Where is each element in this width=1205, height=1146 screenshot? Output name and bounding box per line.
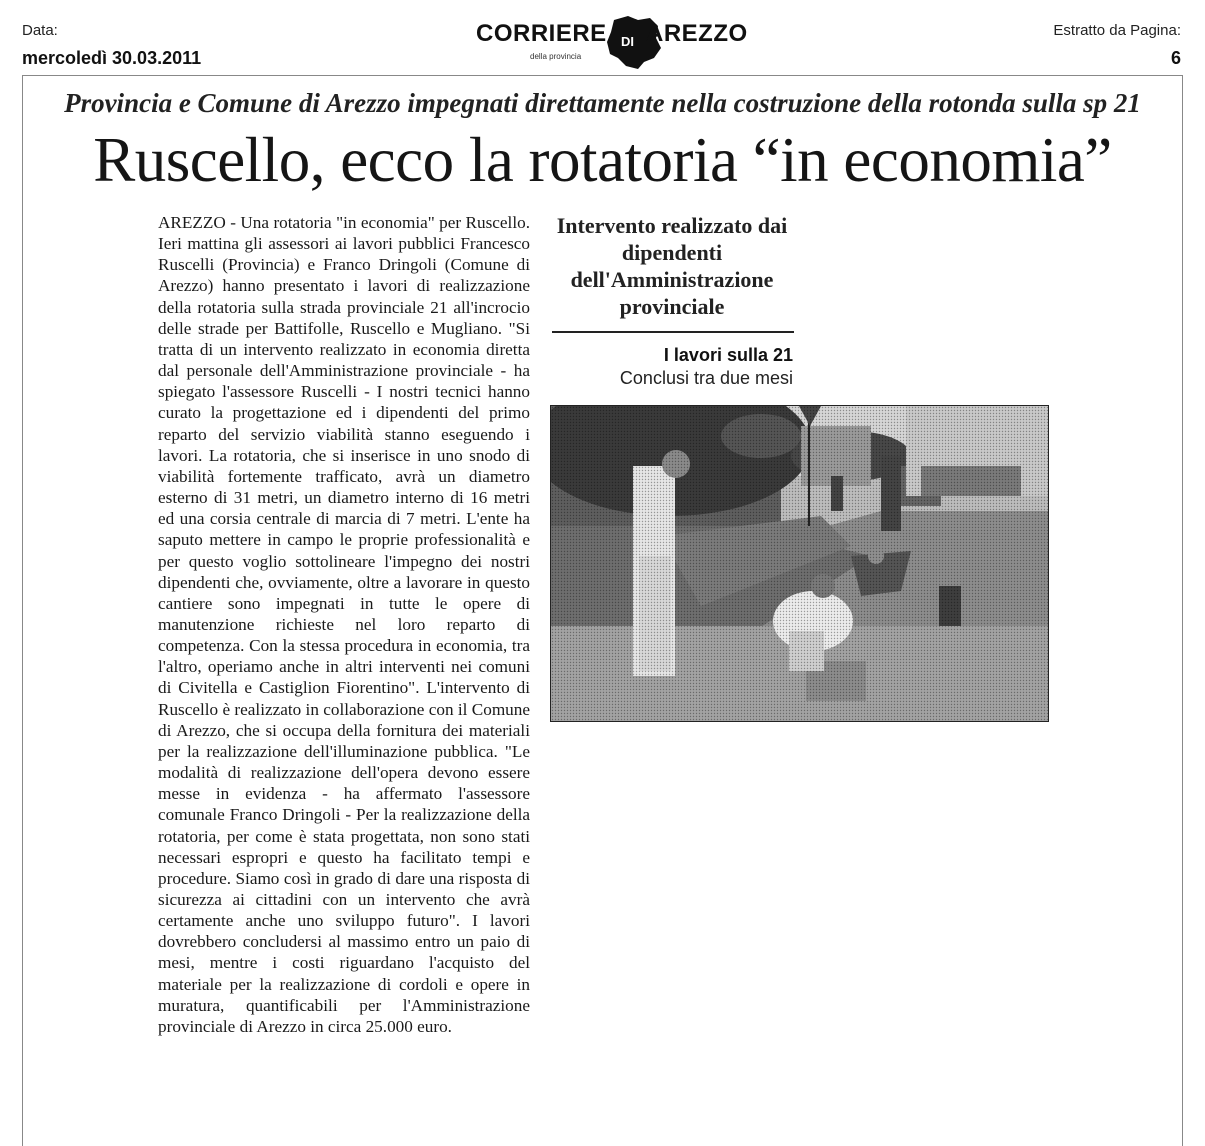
newspaper-logo [476, 14, 748, 70]
side-subtitle: Conclusi tra due mesi [619, 368, 793, 388]
date-label: Data: [22, 22, 58, 39]
article-body: AREZZO - Una rotatoria "in economia" per Ruscello. Ieri mattina gli assessori ai lavori pubblici Francesco Ruscelli (Provincia) e Franco Dringoli (Comune di Arezzo) hanno presentato i lavori di realizzazione della rotatoria sulla strada provinciale 21 all'incrocio delle strade per Battifolle, Ruscello e Mugliano. "Si tratta di un intervento realizzato in economia diretta dal personale dell'Amministrazione provinciale - ha spiegato l'assessore Ruscelli - I nostri tecnici hanno curato la progettazione ed i dipendenti del primo reparto del servizio viabilità stanno eseguendo i lavori. La rotatoria, che si inserisce in uno snodo di viabilità fortemente trafficato, avrà un diametro esterno di 31 metri, un diametro interno di 16 metri ed una corsia centrale di marcia di 7 metri. L'ente ha saputo mettere in campo le proprie professionalità e per questo voglio sottolineare l'impegno dei nostri dipendenti che, ovviamente, oltre a lavorare in questo cantiere sono impegnati in tutte le opere di manutenzione richieste nel loro reparto di competenza. Con la stessa procedura in economia, tra l'altro, operiamo anche in altri interventi nei comuni di Civitella e Castiglion Fiorentino". L'intervento di Ruscello è realizzato in collaborazione con il Comune di Arezzo, che si occupa della fornitura dei materiali per la realizzazione dell'illuminazione pubblica. "Le modalità di realizzazione dell'opera devono essere messe in evidenza - ha affermato l'assessore comunale Franco Dringoli - Per la realizzazione della rotatoria, per come è stata progettata, non sono stati necessari espropri e questo ha facilitato tempi e procedure. Siamo così in grado di dare una risposta di sicurezza ai cittadini con un intervento che avrà certamente anche uno sviluppo futuro". I lavori dovrebbero concludersi al massimo entro un paio di mesi, mentre i costi riguardano l'acquisto del materiale per la realizzazione di cordoli e opere in muratura, quantificabili per l'Amministrazione provinciale di Arezzo in circa 25.000 euro. [158, 213, 530, 1036]
article-headline: Ruscello, ecco la rotatoria “in economia” [93, 125, 1112, 195]
logo-subtitle: della provincia [530, 52, 582, 61]
logo-word-left: CORRIERE [476, 20, 607, 47]
logo-word-right: AREZZO [646, 20, 748, 47]
logo-word-middle: DI [618, 34, 637, 49]
roadworks-photo-image [551, 406, 1048, 721]
article-kicker: Provincia e Comune di Arezzo impegnati direttamente nella costruzione della rotonda sulla sp 21 [64, 88, 1141, 118]
header-page-block [1053, 22, 1181, 69]
article-subheadline: Intervento realizzato dai dipendenti dell'Amministrazione provinciale [556, 213, 788, 319]
header-date-block [22, 22, 201, 69]
subheadline-divider [552, 331, 794, 333]
article-photo [550, 405, 1049, 722]
side-title: I lavori sulla 21 [663, 345, 793, 365]
page-label: Estratto da Pagina: [1053, 22, 1181, 39]
page-number: 6 [1170, 48, 1181, 68]
date-value: mercoledì 30.03.2011 [22, 48, 202, 68]
